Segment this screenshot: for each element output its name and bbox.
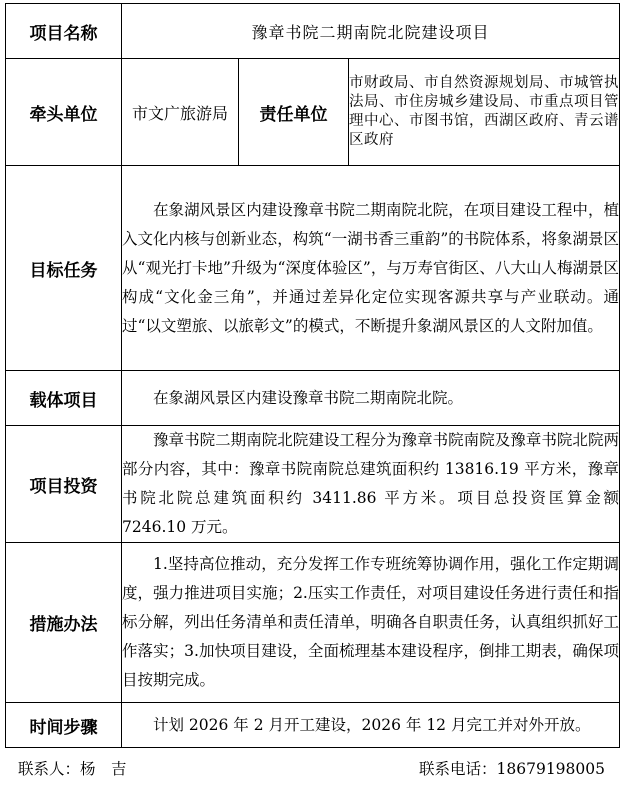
project-name-value: 豫章书院二期南院北院建设项目 xyxy=(122,4,620,59)
label-lead-unit: 牵头单位 xyxy=(6,59,122,166)
row-project-name xyxy=(6,4,620,59)
contact-phone: 联系电话：18679198005 xyxy=(419,760,605,778)
row-carrier xyxy=(6,371,620,426)
measures-value: 1.坚持高位推动，充分发挥工作专班统筹协调作用，强化工作定期调度，强力推进项目实施；2.压实工作责任，对项目建设任务进行责任和指标分解，列出任务清单和责任清单，明确各自职责任务，认真组织抓好工作落实；3.加快项目建设，全面梳理基本建设程序，倒排工期表，确保项目按期完成。 xyxy=(122,543,620,703)
row-investment xyxy=(6,426,620,543)
time-steps-value: 计划 2026 年 2 月开工建设，2026 年 12 月完工并对外开放。 xyxy=(122,703,620,748)
label-project-name: 项目名称 xyxy=(6,4,122,59)
label-measures: 措施办法 xyxy=(6,543,122,703)
project-table xyxy=(5,3,620,748)
goal-value: 在象湖风景区内建设豫章书院二期南院北院，在项目建设工程中，植入文化内核与创新业态，构筑“一湖书香三重韵”的书院体系，将象湖景区从“观光打卡地”升级为“深度体验区”，与万寿官街区、八大山人梅湖景区构成“文化金三角”，并通过差异化定位实现客源共享与产业联动。通过“以文塑旅、以旅彰文”的模式，不断提升象湖风景区的人文附加值。 xyxy=(122,166,620,371)
lead-unit-value: 市文广旅游局 xyxy=(122,59,239,166)
label-time-steps: 时间步骤 xyxy=(6,703,122,748)
investment-value: 豫章书院二期南院北院建设工程分为豫章书院南院及豫章书院北院两部分内容，其中：豫章书院南院总建筑面积约 13816.19 平方米，豫章书院北院总建筑面积约 3411.86 平方米。项目总投资匡算金额 7246.10 万元。 xyxy=(122,426,620,543)
responsible-unit-value: 市财政局、市自然资源规划局、市城管执法局、市住房城乡建设局、市重点项目管理中心、市图书馆，西湖区政府、青云谱区政府 xyxy=(349,59,620,166)
row-measures xyxy=(6,543,620,703)
label-investment: 项目投资 xyxy=(6,426,122,543)
contact-person: 联系人：杨 吉 xyxy=(18,760,127,778)
row-lead-unit xyxy=(6,59,620,166)
row-time-steps xyxy=(6,703,620,748)
carrier-value: 在象湖风景区内建设豫章书院二期南院北院。 xyxy=(122,371,620,426)
label-responsible-unit: 责任单位 xyxy=(239,59,349,166)
label-carrier: 载体项目 xyxy=(6,371,122,426)
row-goal xyxy=(6,166,620,371)
label-goal: 目标任务 xyxy=(6,166,122,371)
